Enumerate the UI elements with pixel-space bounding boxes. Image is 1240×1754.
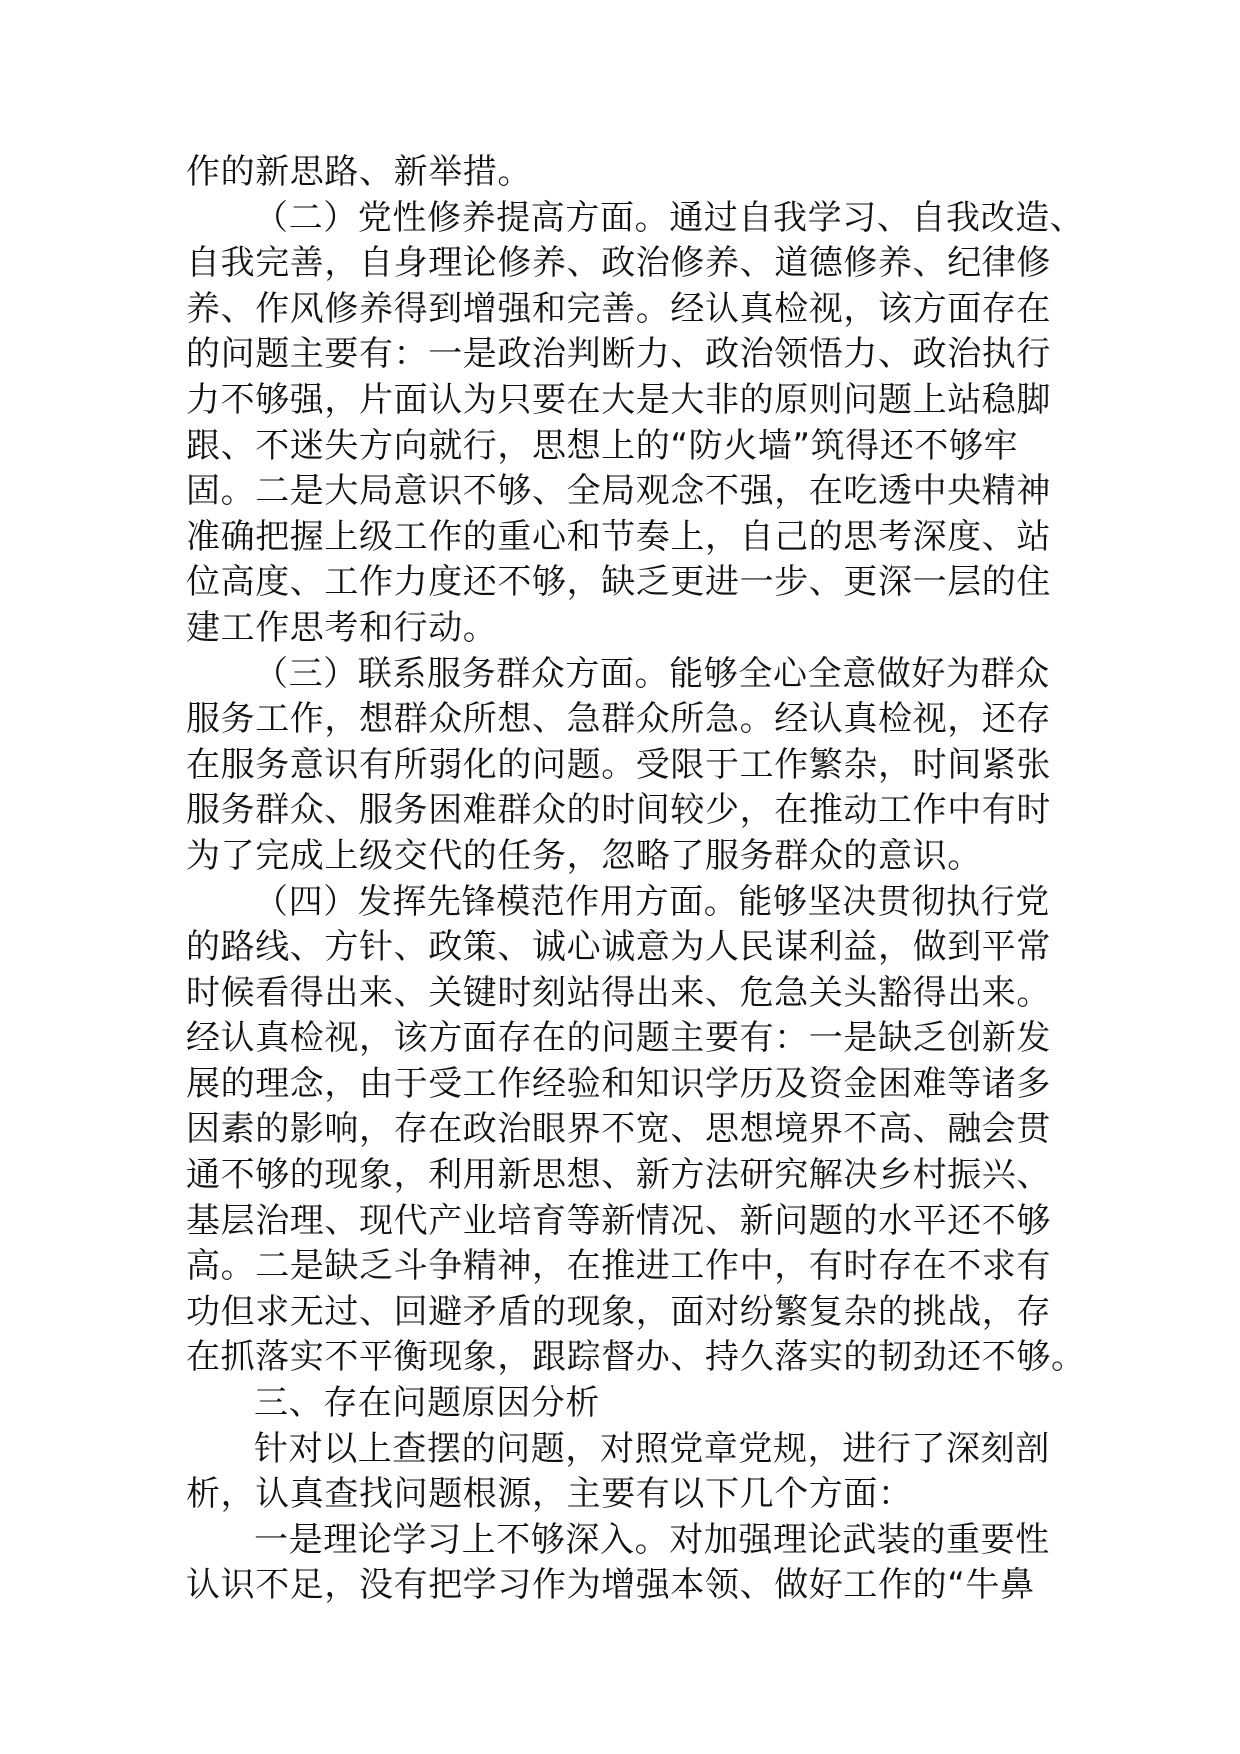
text-line: 基层治理、现代产业培育等新情况、新问题的水平还不够 xyxy=(186,1200,1051,1241)
text-line: 在抓落实不平衡现象，跟踪督办、持久落实的韧劲还不够。 xyxy=(186,1337,1086,1378)
text-line: 析，认真查找问题根源，主要有以下几个方面： xyxy=(186,1474,913,1515)
text-line: 跟、不迷失方向就行，思想上的“防火墙”筑得还不够牢 xyxy=(186,425,1019,466)
document-body xyxy=(186,150,1086,1609)
text-line: 在服务意识有所弱化的问题。受限于工作繁杂，时间紧张 xyxy=(186,744,1051,785)
section-heading-line: （四）发挥先锋模范作用方面。能够坚决贯彻执行党 xyxy=(254,881,1050,922)
text-line: 作的新思路、新举措。 xyxy=(186,152,532,192)
text-line: 认识不足，没有把学习作为增强本领、做好工作的“牛鼻 xyxy=(186,1565,1035,1606)
text-line: 自我完善，自身理论修养、政治修养、道德修养、纪律修 xyxy=(186,243,1051,284)
text-line: 固。二是大局意识不够、全局观念不强，在吃透中央精神 xyxy=(186,471,1051,512)
text-line: 位高度、工作力度还不够，缺乏更进一步、更深一层的住 xyxy=(186,562,1051,603)
text-line: 一是理论学习上不够深入。对加强理论武装的重要性 xyxy=(254,1519,1050,1560)
text-line: 服务群众、服务困难群众的时间较少，在推动工作中有时 xyxy=(186,790,1051,831)
text-line: 建工作思考和行动。 xyxy=(186,607,498,648)
text-line: 为了完成上级交代的任务，忽略了服务群众的意识。 xyxy=(186,835,982,876)
text-line: 的路线、方针、政策、诚心诚意为人民谋利益，做到平常 xyxy=(186,927,1051,968)
text-line: 通不够的现象，利用新思想、新方法研究解决乡村振兴、 xyxy=(186,1155,1051,1196)
section-heading-line: （二）党性修养提高方面。通过自我学习、自我改造、 xyxy=(254,197,1085,238)
text-line: 展的理念，由于受工作经验和知识学历及资金困难等诸多 xyxy=(186,1063,1051,1104)
text-line: 服务工作，想群众所想、急群众所急。经认真检视，还存 xyxy=(186,699,1051,740)
text-line: 准确把握上级工作的重心和节奏上，自己的思考深度、站 xyxy=(186,516,1051,557)
text-line: 的问题主要有：一是政治判断力、政治领悟力、政治执行 xyxy=(186,334,1051,375)
text-line: 经认真检视，该方面存在的问题主要有：一是缺乏创新发 xyxy=(186,1018,1051,1059)
text-line: 时候看得出来、关键时刻站得出来、危急关头豁得出来。 xyxy=(186,972,1051,1013)
text-line: 功但求无过、回避矛盾的现象，面对纷繁复杂的挑战，存 xyxy=(186,1291,1051,1332)
text-line: 力不够强，片面认为只要在大是大非的原则问题上站稳脚 xyxy=(186,379,1051,420)
section-heading-line: （三）联系服务群众方面。能够全心全意做好为群众 xyxy=(254,653,1050,694)
chapter-heading: 三、存在问题原因分析 xyxy=(254,1383,600,1424)
text-line: 养、作风修养得到增强和完善。经认真检视，该方面存在 xyxy=(186,288,1051,329)
text-line: 高。二是缺乏斗争精神，在推进工作中，有时存在不求有 xyxy=(186,1246,1051,1287)
text-line: 因素的影响，存在政治眼界不宽、思想境界不高、融会贯 xyxy=(186,1109,1051,1150)
text-line: 针对以上查摆的问题，对照党章党规，进行了深刻剖 xyxy=(254,1428,1050,1469)
